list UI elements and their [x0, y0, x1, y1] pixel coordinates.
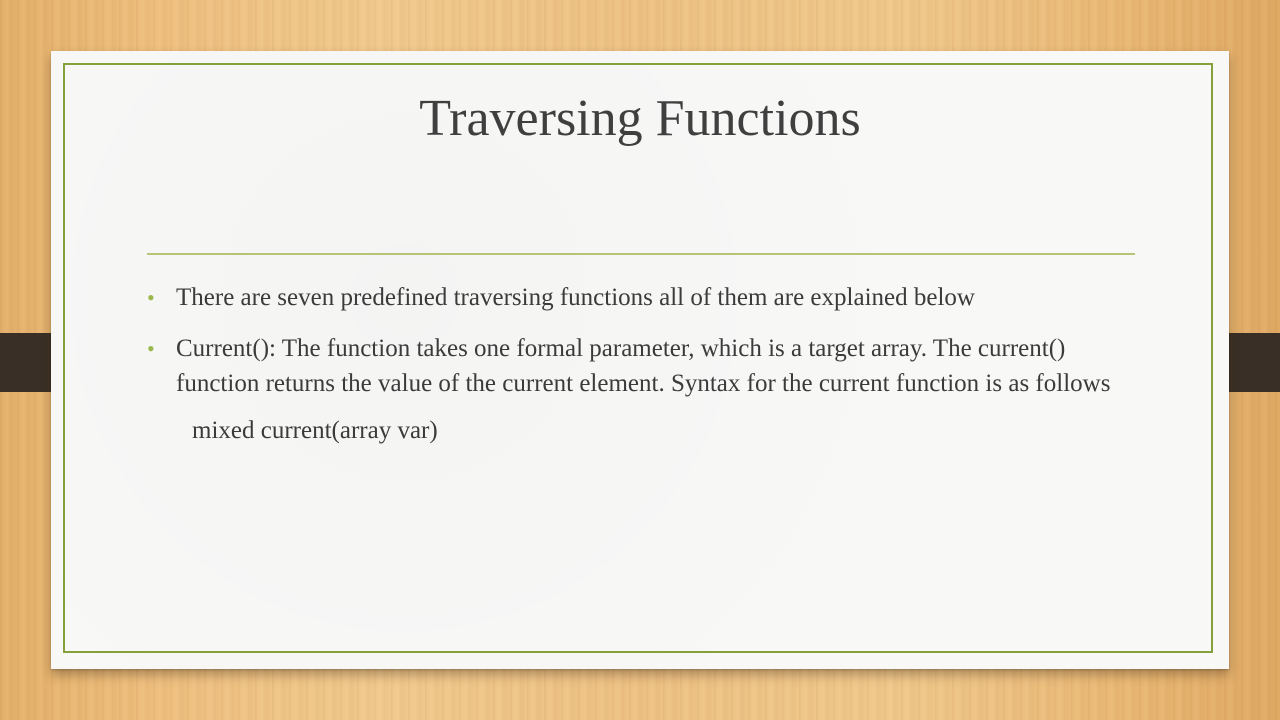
bullet-icon: •: [147, 285, 155, 310]
bullet-item: [147, 280, 1127, 315]
bullet-text: Current(): The function takes one formal parameter, which is a target array. The current() function returns the value of the current element. Syntax for the current function is as follows: [176, 335, 1111, 397]
title-divider: [147, 253, 1135, 255]
slide-content: [147, 280, 1127, 448]
slide-title: Traversing Functions: [419, 90, 861, 147]
bullet-item: [147, 331, 1127, 401]
bullet-icon: •: [147, 336, 155, 361]
bullet-text: There are seven predefined traversing functions all of them are explained below: [176, 284, 975, 311]
syntax-example: mixed current(array var): [192, 417, 438, 444]
